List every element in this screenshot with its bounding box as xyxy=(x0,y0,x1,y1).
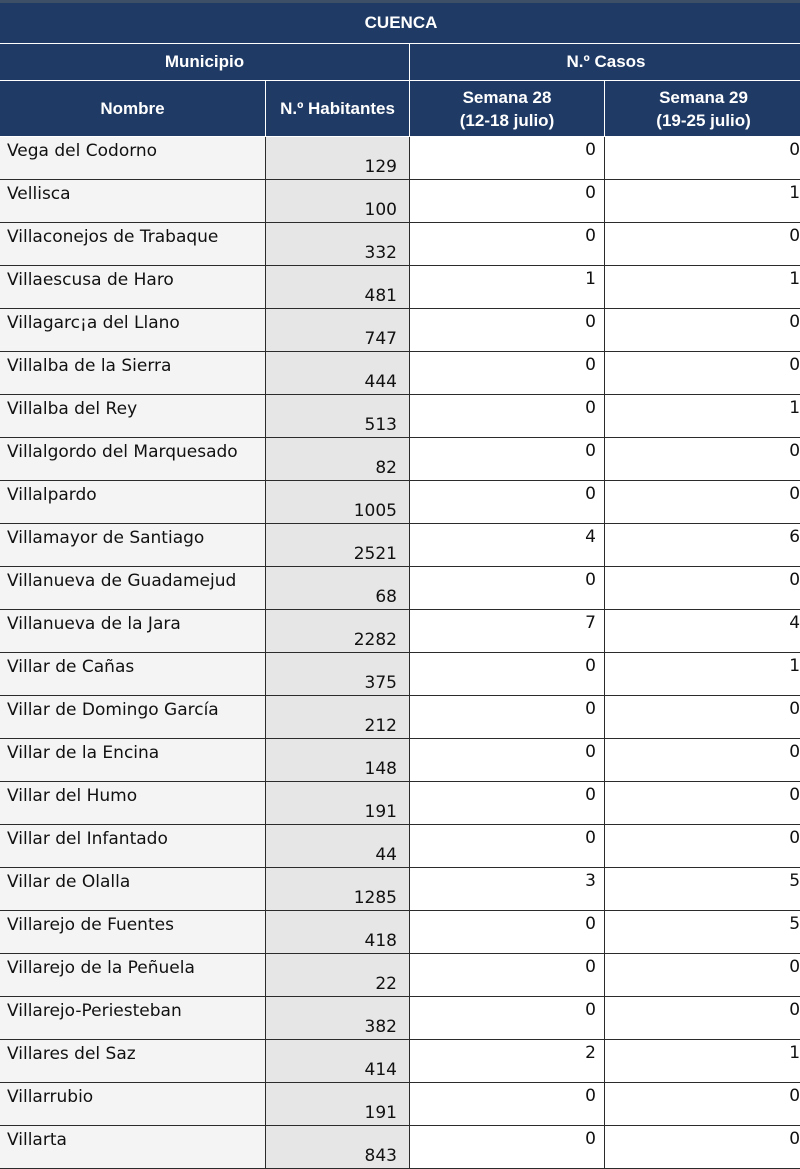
semana29-cases-cell: 0 xyxy=(605,481,800,524)
habitantes-cell: 2282 xyxy=(266,610,410,653)
habitantes-cell: 2521 xyxy=(266,524,410,567)
semana29-cases-cell: 0 xyxy=(605,1126,800,1169)
semana28-cases-cell: 0 xyxy=(410,180,605,223)
table-row xyxy=(0,567,800,610)
semana29-cases-cell: 0 xyxy=(605,352,800,395)
semana29-cases-cell: 6 xyxy=(605,524,800,567)
semana28-cases-cell: 0 xyxy=(410,782,605,825)
table-body xyxy=(0,137,800,1169)
habitantes-cell: 1285 xyxy=(266,868,410,911)
municipio-name-cell: Villar del Infantado xyxy=(0,825,266,868)
semana29-cases-cell: 0 xyxy=(605,997,800,1040)
table-row xyxy=(0,911,800,954)
group-header-municipio: Municipio xyxy=(0,44,410,81)
municipio-name-cell: Villagarc¡a del Llano xyxy=(0,309,266,352)
semana29-cases-cell: 1 xyxy=(605,395,800,438)
semana28-cases-cell: 7 xyxy=(410,610,605,653)
semana29-cases-cell: 0 xyxy=(605,309,800,352)
semana29-cases-cell: 1 xyxy=(605,266,800,309)
semana29-cases-cell: 5 xyxy=(605,868,800,911)
semana29-cases-cell: 0 xyxy=(605,137,800,180)
table-row xyxy=(0,954,800,997)
semana29-cases-cell: 5 xyxy=(605,911,800,954)
column-header-semana29 xyxy=(605,81,800,137)
municipio-name-cell: Villar de Domingo García xyxy=(0,696,266,739)
table-row xyxy=(0,180,800,223)
table-row xyxy=(0,395,800,438)
municipio-name-cell: Villarta xyxy=(0,1126,266,1169)
habitantes-cell: 212 xyxy=(266,696,410,739)
table-row xyxy=(0,1126,800,1169)
table-row xyxy=(0,438,800,481)
semana29-dates: (19-25 julio) xyxy=(656,111,750,130)
table-row xyxy=(0,653,800,696)
municipio-name-cell: Villalgordo del Marquesado xyxy=(0,438,266,481)
habitantes-cell: 100 xyxy=(266,180,410,223)
semana28-cases-cell: 0 xyxy=(410,223,605,266)
table-row xyxy=(0,266,800,309)
municipio-name-cell: Vega del Codorno xyxy=(0,137,266,180)
column-header-semana28 xyxy=(410,81,605,137)
municipio-name-cell: Villar de Olalla xyxy=(0,868,266,911)
habitantes-cell: 332 xyxy=(266,223,410,266)
municipio-name-cell: Villanueva de Guadamejud xyxy=(0,567,266,610)
habitantes-cell: 418 xyxy=(266,911,410,954)
semana28-label: Semana 28 xyxy=(463,88,552,107)
semana29-cases-cell: 0 xyxy=(605,954,800,997)
table-row xyxy=(0,223,800,266)
semana29-cases-cell: 1 xyxy=(605,653,800,696)
semana28-cases-cell: 0 xyxy=(410,352,605,395)
semana29-cases-cell: 0 xyxy=(605,825,800,868)
table-row xyxy=(0,739,800,782)
municipio-name-cell: Villarejo-Periesteban xyxy=(0,997,266,1040)
municipio-name-cell: Villalba del Rey xyxy=(0,395,266,438)
municipio-name-cell: Villalpardo xyxy=(0,481,266,524)
table-row xyxy=(0,825,800,868)
table-row xyxy=(0,696,800,739)
semana29-cases-cell: 0 xyxy=(605,696,800,739)
semana28-cases-cell: 0 xyxy=(410,997,605,1040)
table-row xyxy=(0,352,800,395)
semana29-cases-cell: 1 xyxy=(605,1040,800,1083)
table-row xyxy=(0,1083,800,1126)
habitantes-cell: 82 xyxy=(266,438,410,481)
semana28-cases-cell: 0 xyxy=(410,954,605,997)
municipio-name-cell: Villamayor de Santiago xyxy=(0,524,266,567)
habitantes-cell: 414 xyxy=(266,1040,410,1083)
habitantes-cell: 148 xyxy=(266,739,410,782)
table-row xyxy=(0,997,800,1040)
table-row xyxy=(0,782,800,825)
habitantes-cell: 444 xyxy=(266,352,410,395)
habitantes-cell: 375 xyxy=(266,653,410,696)
semana28-cases-cell: 0 xyxy=(410,696,605,739)
table-row xyxy=(0,610,800,653)
habitantes-cell: 191 xyxy=(266,782,410,825)
semana28-cases-cell: 4 xyxy=(410,524,605,567)
table-title: CUENCA xyxy=(0,2,800,44)
semana29-label: Semana 29 xyxy=(659,88,748,107)
habitantes-cell: 22 xyxy=(266,954,410,997)
municipio-name-cell: Vellisca xyxy=(0,180,266,223)
semana28-cases-cell: 0 xyxy=(410,1083,605,1126)
habitantes-cell: 513 xyxy=(266,395,410,438)
municipio-name-cell: Villarejo de la Peñuela xyxy=(0,954,266,997)
semana29-cases-cell: 0 xyxy=(605,223,800,266)
municipio-name-cell: Villar del Humo xyxy=(0,782,266,825)
habitantes-cell: 843 xyxy=(266,1126,410,1169)
habitantes-cell: 1005 xyxy=(266,481,410,524)
municipio-name-cell: Villarrubio xyxy=(0,1083,266,1126)
semana29-cases-cell: 0 xyxy=(605,1083,800,1126)
table-row xyxy=(0,524,800,567)
municipio-name-cell: Villaconejos de Trabaque xyxy=(0,223,266,266)
table-row xyxy=(0,137,800,180)
habitantes-cell: 382 xyxy=(266,997,410,1040)
group-header-casos: N.º Casos xyxy=(410,44,800,81)
habitantes-cell: 44 xyxy=(266,825,410,868)
semana29-cases-cell: 0 xyxy=(605,782,800,825)
semana28-cases-cell: 0 xyxy=(410,481,605,524)
municipio-name-cell: Villar de Cañas xyxy=(0,653,266,696)
semana28-dates: (12-18 julio) xyxy=(460,111,554,130)
semana28-cases-cell: 0 xyxy=(410,438,605,481)
semana28-cases-cell: 0 xyxy=(410,911,605,954)
table-row xyxy=(0,1040,800,1083)
municipio-name-cell: Villanueva de la Jara xyxy=(0,610,266,653)
semana28-cases-cell: 0 xyxy=(410,739,605,782)
habitantes-cell: 481 xyxy=(266,266,410,309)
semana29-cases-cell: 4 xyxy=(605,610,800,653)
municipio-name-cell: Villaescusa de Haro xyxy=(0,266,266,309)
semana29-cases-cell: 0 xyxy=(605,567,800,610)
semana28-cases-cell: 0 xyxy=(410,137,605,180)
municipio-name-cell: Villar de la Encina xyxy=(0,739,266,782)
semana28-cases-cell: 0 xyxy=(410,309,605,352)
semana28-cases-cell: 0 xyxy=(410,1126,605,1169)
table-row xyxy=(0,481,800,524)
habitantes-cell: 129 xyxy=(266,137,410,180)
semana28-cases-cell: 0 xyxy=(410,653,605,696)
column-header-nombre: Nombre xyxy=(0,81,266,137)
semana29-cases-cell: 1 xyxy=(605,180,800,223)
semana28-cases-cell: 1 xyxy=(410,266,605,309)
semana29-cases-cell: 0 xyxy=(605,438,800,481)
habitantes-cell: 68 xyxy=(266,567,410,610)
habitantes-cell: 747 xyxy=(266,309,410,352)
table-row xyxy=(0,309,800,352)
municipio-name-cell: Villares del Saz xyxy=(0,1040,266,1083)
semana28-cases-cell: 3 xyxy=(410,868,605,911)
semana28-cases-cell: 0 xyxy=(410,825,605,868)
semana29-cases-cell: 0 xyxy=(605,739,800,782)
semana28-cases-cell: 2 xyxy=(410,1040,605,1083)
semana28-cases-cell: 0 xyxy=(410,567,605,610)
table-row xyxy=(0,868,800,911)
municipio-name-cell: Villalba de la Sierra xyxy=(0,352,266,395)
semana28-cases-cell: 0 xyxy=(410,395,605,438)
habitantes-cell: 191 xyxy=(266,1083,410,1126)
municipio-name-cell: Villarejo de Fuentes xyxy=(0,911,266,954)
column-header-habitantes: N.º Habitantes xyxy=(266,81,410,137)
